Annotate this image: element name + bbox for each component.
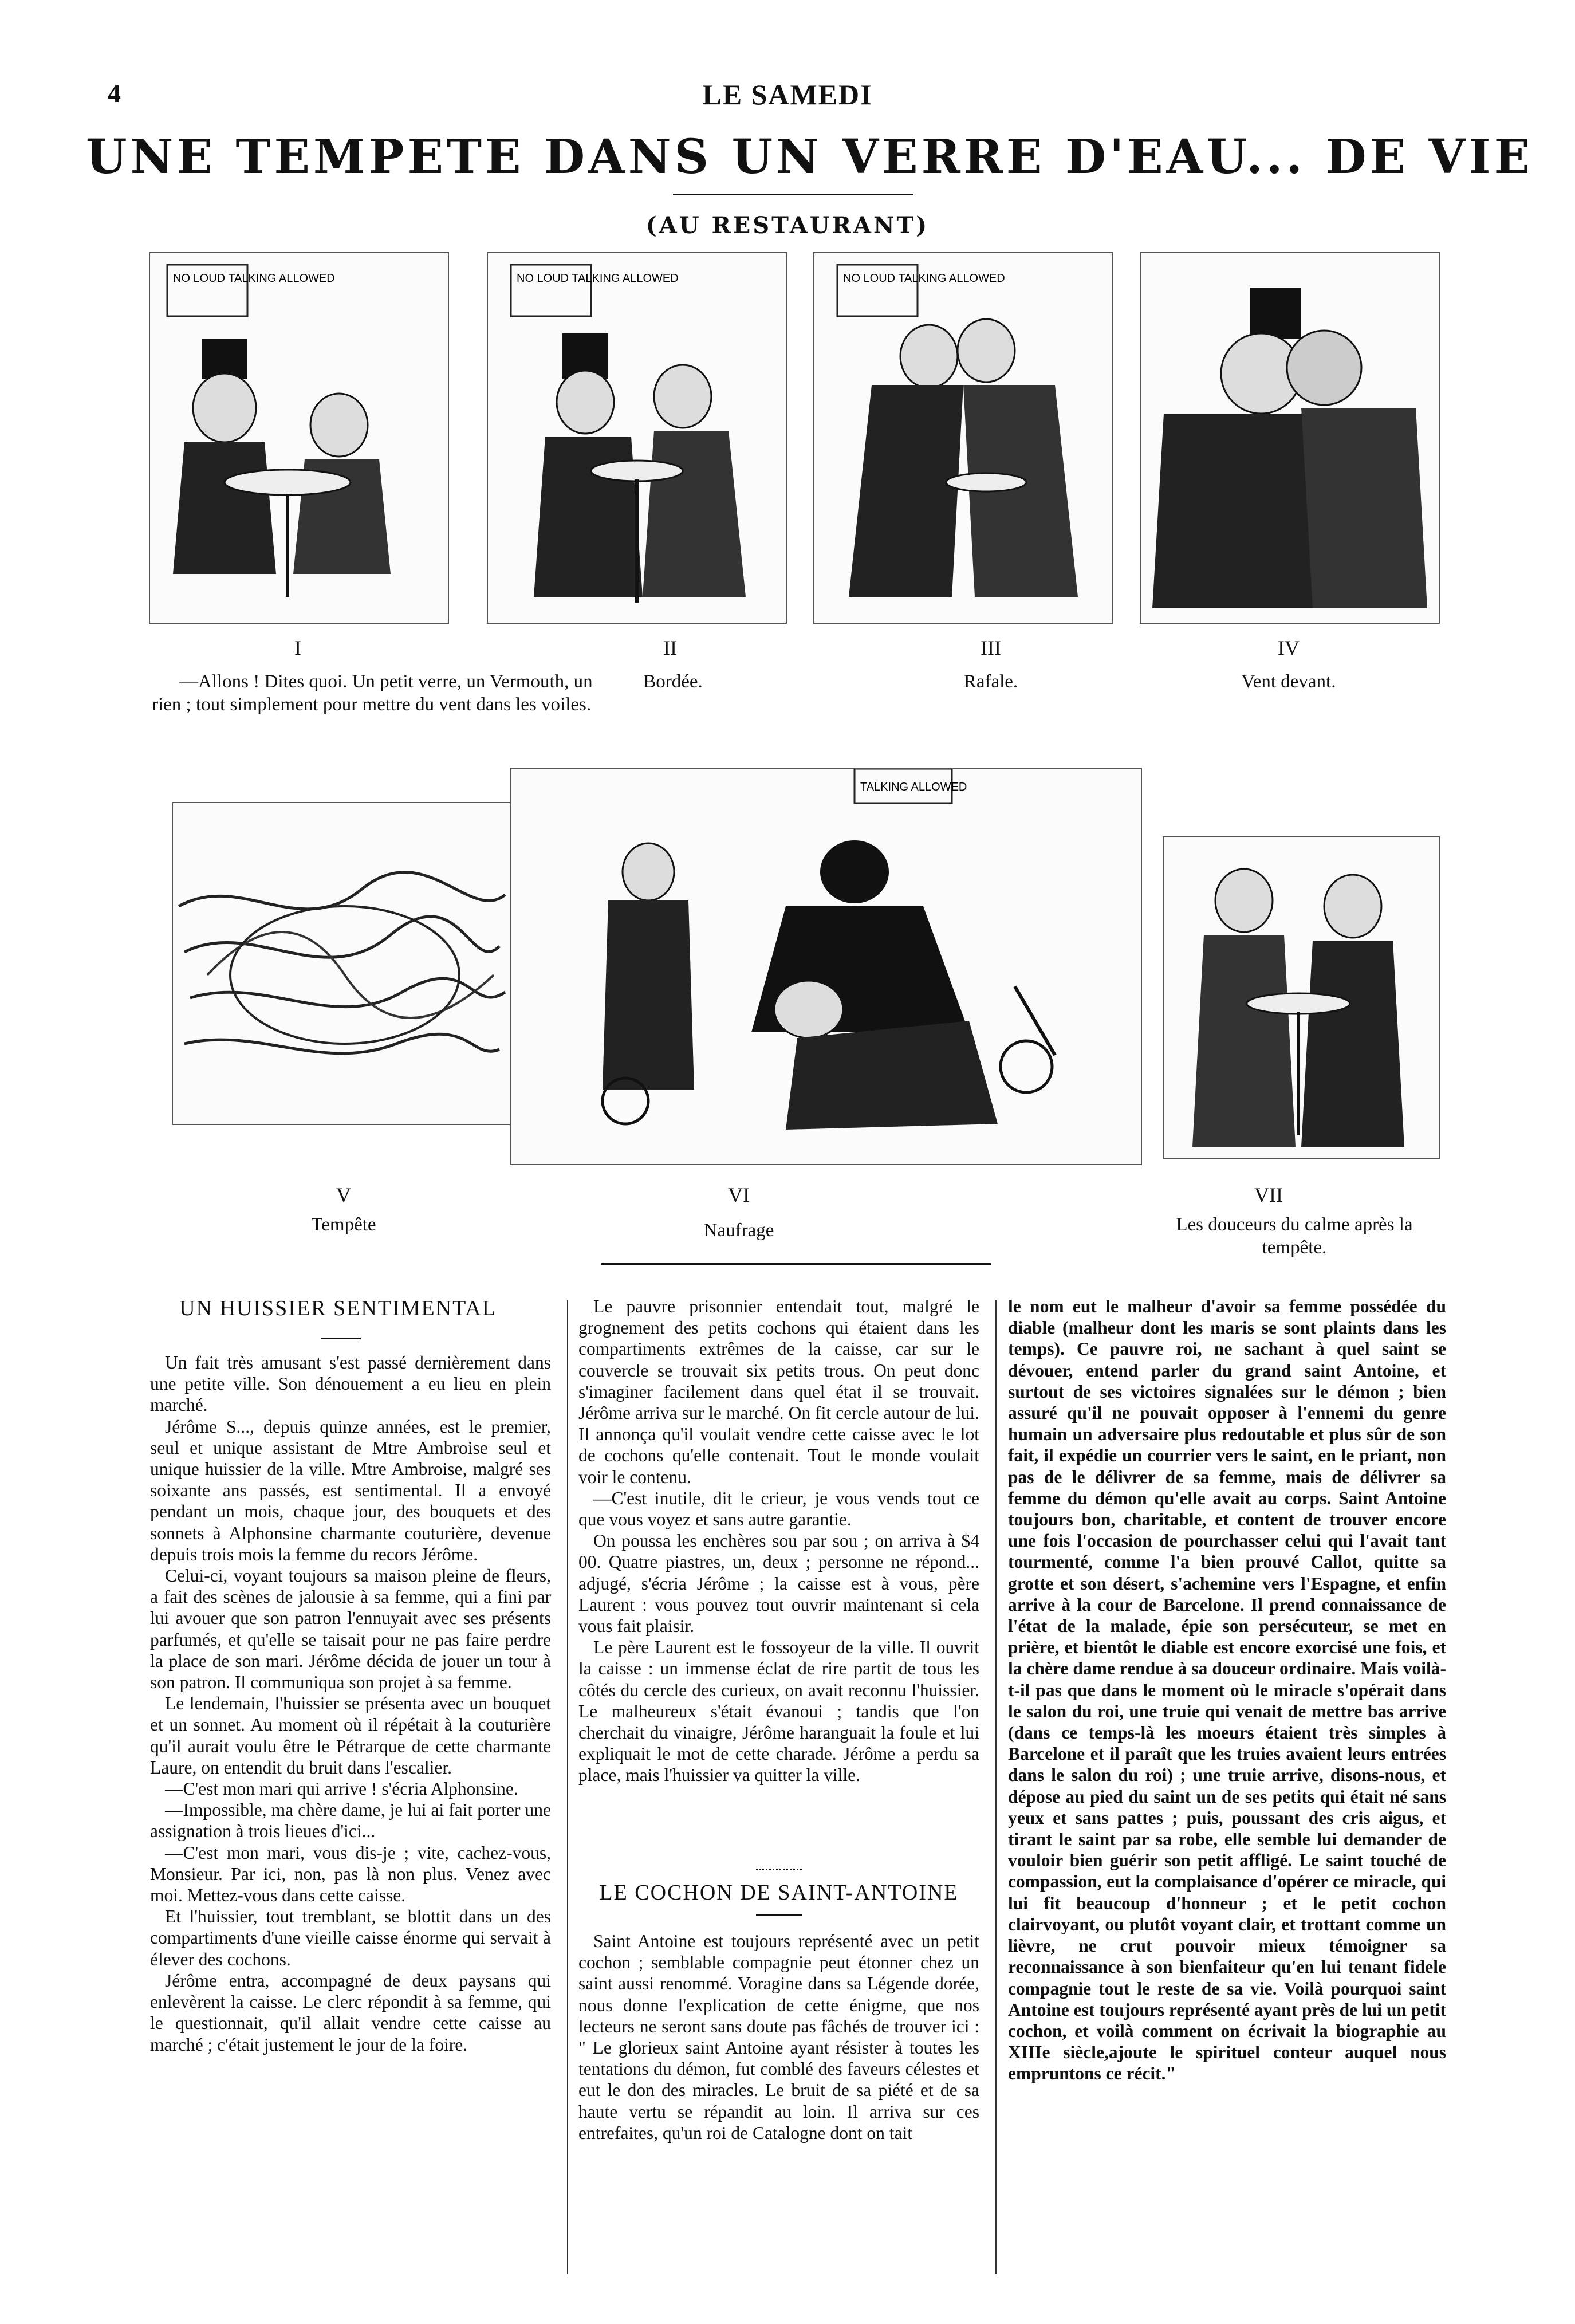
paragraph: Le lendemain, l'huissier se présenta avec un bouquet et un sonnet. Au moment où il répétait à la couturière qu'il aurait voulu être le Pétrarque de cette charmante Laure, on entendit du bruit dans l'escalier.: [150, 1693, 551, 1778]
comic-panel-3: [813, 252, 1113, 624]
comic-panel-7: [1163, 836, 1440, 1159]
comic-panel-5: [172, 802, 512, 1125]
illustration-scribbled-chaos: [173, 803, 511, 1124]
comic-panel-6: [510, 768, 1142, 1165]
paragraph: Celui-ci, voyant toujours sa maison pleine de fleurs, a fait des scènes de jalousie à sa femme, qui a fini par lui avouer que son patron l'ennuyait avec ses présents parfumés, et qu'elle se taisait pour ne pas faire perdre la place de son mari. Jérôme décida de jouer un tour à son patron. Il communiqua son projet à sa femme.: [150, 1566, 551, 1693]
heading-rule: [756, 1914, 802, 1916]
panel-numeral: III: [981, 636, 1001, 659]
page-number: 4: [108, 78, 121, 108]
heading-rule: [321, 1338, 361, 1339]
article-column-2: [578, 1296, 979, 1786]
sign-text: TALKING ALLOWED: [860, 781, 967, 793]
paragraph: —Impossible, ma chère dame, je lui ai fait porter une assignation à trois lieues d'ici...: [150, 1800, 551, 1842]
column-rule: [567, 1300, 568, 2274]
paragraph: —C'est mon mari qui arrive ! s'écria Alphonsine.: [165, 1779, 518, 1799]
article-column-3: [1008, 1296, 1446, 2085]
title-rule: [673, 194, 914, 195]
panel-caption: Naufrage: [703, 1220, 774, 1241]
illustration-men-embracing: [1141, 253, 1439, 623]
section-divider: [601, 1263, 991, 1265]
article-column-1: [150, 1352, 551, 2055]
paragraph: Le père Laurent est le fossoyeur de la ville. Il ouvrit la caisse : un immense éclat de rire partit de tous les côtés du cercle des curieux, on avait reconnu l'huissier. Le malheureux s'était évanoui ; tandis que l'on cherchait du vinaigre, Jérôme haranguait la foule et lui expliquait le mot de cette charade. Jérôme a perdu sa place, mais l'huissier va quitter la ville.: [578, 1637, 979, 1786]
section-divider: [756, 1869, 802, 1870]
paragraph: le nom eut le malheur d'avoir sa femme possédée du diable (malheur dont les maris se sont plaints dans les temps). Ce pauvre roi, ne sachant à quel saint se dévouer, entend parler du grand saint Antoine, et surtout de ses victoires signalées sur le démon ; bien assuré qu'il ne pouvait opposer à l'ennemi du genre humain un adversaire plus redoutable et plus sûr de son fait, il expédie un courrier vers le saint, en le priant, non pas de le délivrer de sa femme, mais de délivrer sa femme du démon qu'elle avait au corps. Saint Antoine toujours bon, charitable, et content de trouver encore une fois l'occasion de pourchasser celui qui l'avait tant tourmenté, comme l'a bien prouvé Callot, quitte sa grotte et son désert, s'achemine vers l'Espagne, et enfin arrive à la cour de Barcelone. Il prend connaissance de l'état de la malade, épie son persécuteur, se met en prière, et bientôt le diable est encore exorcisé une fois, et la chère dame rendue à sa douceur ordinaire. Mais voilà-t-il pas que dans le moment où le miracle s'opérait dans le salon du roi, une truie qui venait de mettre bas arrive (dans ce temps-là les moeurs étaient très simples à Barcelone et il paraît que les truies avaient leurs entrées dans le salon du roi) ; une truie arrive, disons-nous, et dépose au pied du saint un de ses petits qui était né sans yeux et sans pattes ; puis, poussant des cris aigus, et tirant le saint par sa robe, elle semble lui demander de vouloir bien guérir son petit affligé. Le saint touché de compassion, eut la complaisance d'opérer ce miracle, qui lui fit beaucoup d'honneur ; et le petit cochon clairvoyant, ou plutôt voyant clair, et trottant comme un lièvre, ne crut pouvoir mieux témoigner sa reconnaissance à son bienfaiteur qu'en lui tenant fidele compagnie tout le reste de sa vie. Voilà pourquoi saint Antoine est toujours représenté ayant près de lui un petit cochon, et voilà comment on écrivait la biographie au XIIIe siècle,ajoute le spirituel conteur auquel nous empruntons ce récit.": [1008, 1296, 1447, 2084]
comic-panel-4: [1140, 252, 1440, 624]
panel-caption: —Allons ! Dites quoi. Un petit verre, un Vermouth, un rien ; tout simplement pour mettre du vent dans les voiles.: [152, 671, 593, 715]
sign-text: NO LOUD TALKING ALLOWED: [173, 272, 335, 285]
paragraph: Jérôme S..., depuis quinze années, est le premier, seul et unique assistant de Mtre Ambroise seul et unique huissier de la ville. Mtre Ambroise, malgré ses soixante ans passés, est sentimental. Il a envoyé pendant un mois, chaque jour, des bouquets et des sonnets à Alphonsine charmante couturière, devenue depuis trois mois la femme du recors Jérôme.: [150, 1416, 551, 1564]
sign-text: NO LOUD TALKING ALLOWED: [843, 272, 1005, 285]
panel-caption: Vent devant.: [1241, 671, 1336, 692]
paragraph: Un fait très amusant s'est passé dernièrement dans une petite ville. Son dénouement a eu lieu en plein marché.: [150, 1352, 551, 1415]
illustration-brawl-overturned-chairs: [511, 769, 1141, 1164]
panel-caption: Bordée.: [643, 671, 703, 692]
illustration-men-arguing: [488, 253, 786, 623]
page-title: UNE TEMPETE DANS UN VERRE D'EAU... DE VIE: [86, 129, 1534, 184]
illustration-men-grappling: [814, 253, 1112, 623]
paragraph: —C'est mon mari, vous dis-je ; vite, cachez-vous, Monsieur. Par ici, non, pas là non plus. Venez avec moi. Mettez-vous dans cette caisse.: [150, 1842, 551, 1906]
column-rule: [995, 1300, 997, 2274]
article-heading: LE COCHON DE SAINT-ANTOINE: [599, 1881, 959, 1905]
sign-text: NO LOUD TALKING ALLOWED: [517, 272, 679, 285]
panel-numeral: V: [336, 1183, 351, 1206]
panel-caption: Tempête: [311, 1214, 376, 1235]
panel-numeral: II: [663, 636, 677, 659]
paragraph: Jérôme entra, accompagné de deux paysans qui enlevèrent la caisse. Le clerc répondit à sa femme, qui le questionnait, qu'il allait vendre cette caisse au marché ; c'était justement le jour de la foire.: [150, 1970, 551, 2055]
illustration-battered-men-drinking: [1164, 837, 1439, 1158]
panel-caption: Les douceurs du calme après la tempête.: [1176, 1214, 1413, 1258]
article-column-2b: [578, 1930, 979, 2144]
article-heading: UN HUISSIER SENTIMENTAL: [179, 1296, 497, 1320]
paragraph: Le pauvre prisonnier entendait tout, malgré le grognement des petits cochons qui étaient dans les compartiments extrêmes de la caisse, car sur le couvercle se trouvait six petits trous. On peut donc s'imaginer facilement dans quel état il se trouvait. Jérôme arriva sur le marché. On fit cercle autour de lui. Il annonça qu'il voulait vendre cette caisse avec le lot de cochons qu'elle contenait. Tout le monde voulait voir le contenu.: [578, 1296, 979, 1487]
paragraph: —C'est inutile, dit le crieur, je vous vends tout ce que vous voyez et sans autre garantie.: [578, 1488, 979, 1530]
paragraph: On poussa les enchères sou par sou ; on arriva à $4 00. Quatre piastres, un, deux ; personne ne répond... adjugé, s'écria Jérôme ; la caisse est à vous, père Laurent : vous pouvez tout ouvrir maintenant si cela vous fait plaisir.: [578, 1531, 979, 1637]
panel-numeral: VI: [728, 1183, 750, 1206]
panel-caption: Rafale.: [963, 671, 1018, 692]
comic-panel-1: [149, 252, 449, 624]
page-subtitle: (AU RESTAURANT): [645, 212, 930, 239]
comic-panel-2: [487, 252, 787, 624]
journal-name: LE SAMEDI: [702, 78, 873, 111]
panel-numeral: IV: [1278, 636, 1300, 659]
paragraph: Saint Antoine est toujours représenté avec un petit cochon ; semblable compagnie peut étonner chez un saint aussi renommé. Voragine dans sa Légende dorée, nous donne l'explication de cette énigme, que nos lecteurs ne seront sans doute pas fâchés de trouver ici : " Le glorieux saint Antoine ayant résister à toutes les tentations du démon, fut comblé des faveurs célestes et eut le don des miracles. Le bruit de sa piété et de sa haute vertu se répandit au loin. Il arriva sur ces entrefaites, qu'un roi de Catalogne dont on tait: [578, 1931, 979, 2143]
paragraph: Et l'huissier, tout tremblant, se blottit dans un des compartiments d'une vieille caisse énorme qui servait à élever des cochons.: [150, 1906, 551, 1969]
illustration-two-men-at-table: [150, 253, 448, 623]
panel-numeral: VII: [1254, 1183, 1283, 1206]
panel-numeral: I: [294, 636, 301, 659]
